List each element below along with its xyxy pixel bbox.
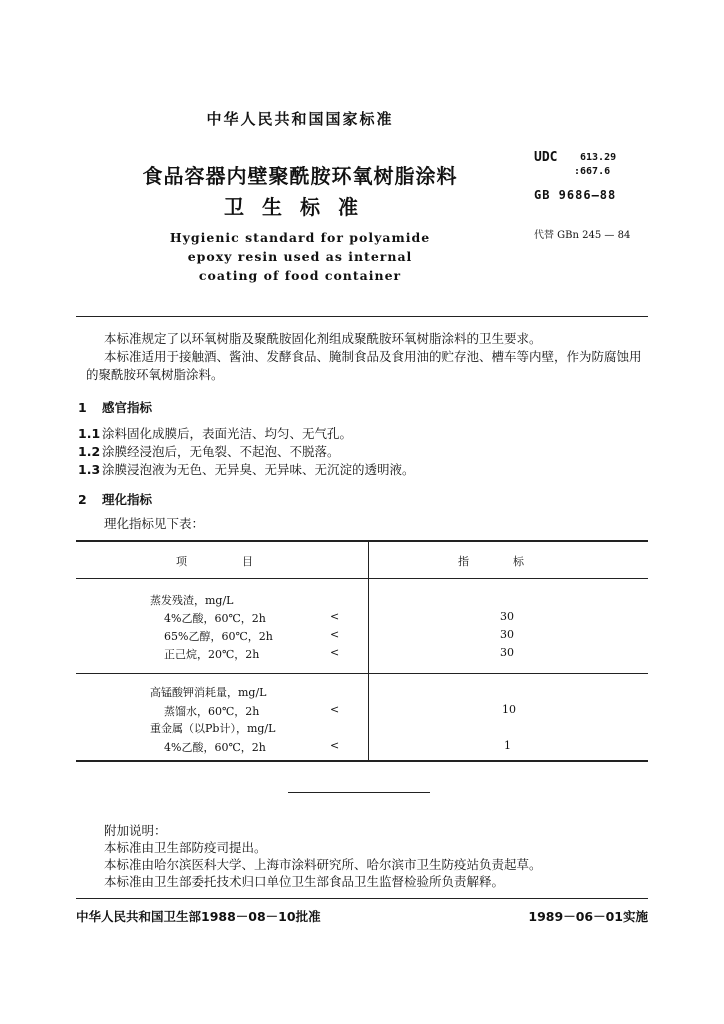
notes-line: 本标准由卫生部防疫司提出。	[104, 840, 267, 855]
replaces-standard-note: 代替 GBn 245 — 84	[534, 230, 631, 241]
section1-number: 1	[78, 400, 87, 415]
english-title	[0, 228, 600, 285]
notes-line: 本标准由哈尔滨医科大学、上海市涂料研究所、哈尔滨市卫生防疫站负责起草。	[104, 857, 542, 872]
intro-paragraph-scope: 本标准规定了以环氧树脂及聚酰胺固化剂组成聚酰胺环氧树脂涂料的卫生要求。	[104, 331, 542, 346]
english-title-line2: epoxy resin used as internal	[187, 249, 413, 264]
table-header-item: 项 目	[176, 555, 253, 568]
table-header-index: 指 标	[458, 555, 524, 568]
section2-number: 2	[78, 492, 87, 507]
table-bottom-rule	[76, 760, 648, 762]
intro-paragraph-application: 本标准适用于接触酒、酱油、发酵食品、腌制食品及食用油的贮存池、槽车等内壁，作为防腐蚀用的聚酰胺环氧树脂涂料。	[86, 349, 642, 382]
udc-code-secondary: :667.6	[574, 166, 611, 177]
table-column-divider	[368, 541, 369, 760]
section2-intro: 理化指标见下表：	[104, 516, 205, 531]
footer-divider	[76, 898, 648, 899]
udc-label: UDC	[534, 150, 558, 165]
gb-standard-number: GB 9686—88	[534, 188, 617, 202]
notes-separator	[288, 792, 430, 793]
sensory-item: 1.3 涂膜浸泡液为无色、无异臭、无异味、无沉淀的透明液。	[78, 462, 415, 477]
sensory-item: 1.2 涂膜经浸泡后，无龟裂、不起泡、不脱落。	[78, 444, 340, 459]
english-title-line3: coating of food container	[198, 268, 402, 283]
header-divider	[76, 316, 648, 317]
table-header-rule	[76, 578, 648, 579]
notes-title: 附加说明：	[104, 823, 167, 838]
effective-date: 1989－06－01实施	[528, 909, 648, 924]
section2-title: 理化指标	[102, 492, 153, 507]
table-top-rule	[76, 540, 648, 542]
sensory-item: 1.1 涂料固化成膜后，表面光洁、均匀、无气孔。	[78, 426, 353, 441]
section1-heading	[78, 398, 152, 416]
chinese-title-line1: 食品容器内壁聚酰胺环氧树脂涂料	[142, 164, 458, 188]
section2-heading	[78, 490, 152, 508]
national-standard-label: 中华人民共和国国家标准	[206, 110, 394, 128]
section1-title: 感官指标	[102, 400, 153, 415]
english-title-line1: Hygienic standard for polyamide	[169, 230, 431, 245]
chinese-title-line2: 卫生标准	[224, 195, 376, 219]
notes-line: 本标准由卫生部委托技术归口单位卫生部食品卫生监督检验所负责解释。	[104, 874, 505, 889]
approval-date: 中华人民共和国卫生部1988－08－10批准	[76, 909, 321, 924]
standard-document-page: 中华人民共和国国家标准 食品容器内壁聚酰胺环氧树脂涂料 卫生标准 Hygienic standard for polyamide epoxy resin used as internal coating of food container UDC 613.29 :667.6 GB 9686—88 代替 GBn 245 — 84 本标准规定了以环氧树脂及聚酰胺固化剂组成聚酰胺环氧树脂涂料的卫生要求。 本标准适用于接触酒、酱油、发酵食品、腌制食品及食用油的贮存池、槽车等内壁，作为防腐蚀用的聚酰胺环氧树脂涂料。 1 感官指标 1.1 涂料固化成膜后，表面光洁、均匀、无气孔。 1.2 涂膜经浸泡后，无龟裂、不起泡、不脱落。 1.3 涂膜浸泡液为无色、无异臭、无异味、无沉淀的透明液。 2 理化指标 理化指标见下表： 项 目 指 标 蒸发残渣，mg/L 4%乙酸，60℃，2h < 30 65%乙醇，60℃，2h < 30 正己烷，20℃，2h < 30 高锰酸钾消耗量，mg/L 蒸馏水，60℃，2h < 10 重金属（以Pb计），mg/L 4%乙酸，60℃，2h < 1 附加说明： 本标准由卫生部防疫司提出。 本标准由哈尔滨医科大学、上海市涂料研究所、哈尔滨市卫生防疫站负责起草。 本标准由卫生部委托技术归口单位卫生部食品卫生监督检验所负责解释。 中华人民共和国卫生部1988－08－10批准 1989－06－01实施	[0, 0, 724, 1024]
udc-code-primary: 613.29	[580, 152, 617, 163]
table-group-rule	[76, 673, 648, 674]
